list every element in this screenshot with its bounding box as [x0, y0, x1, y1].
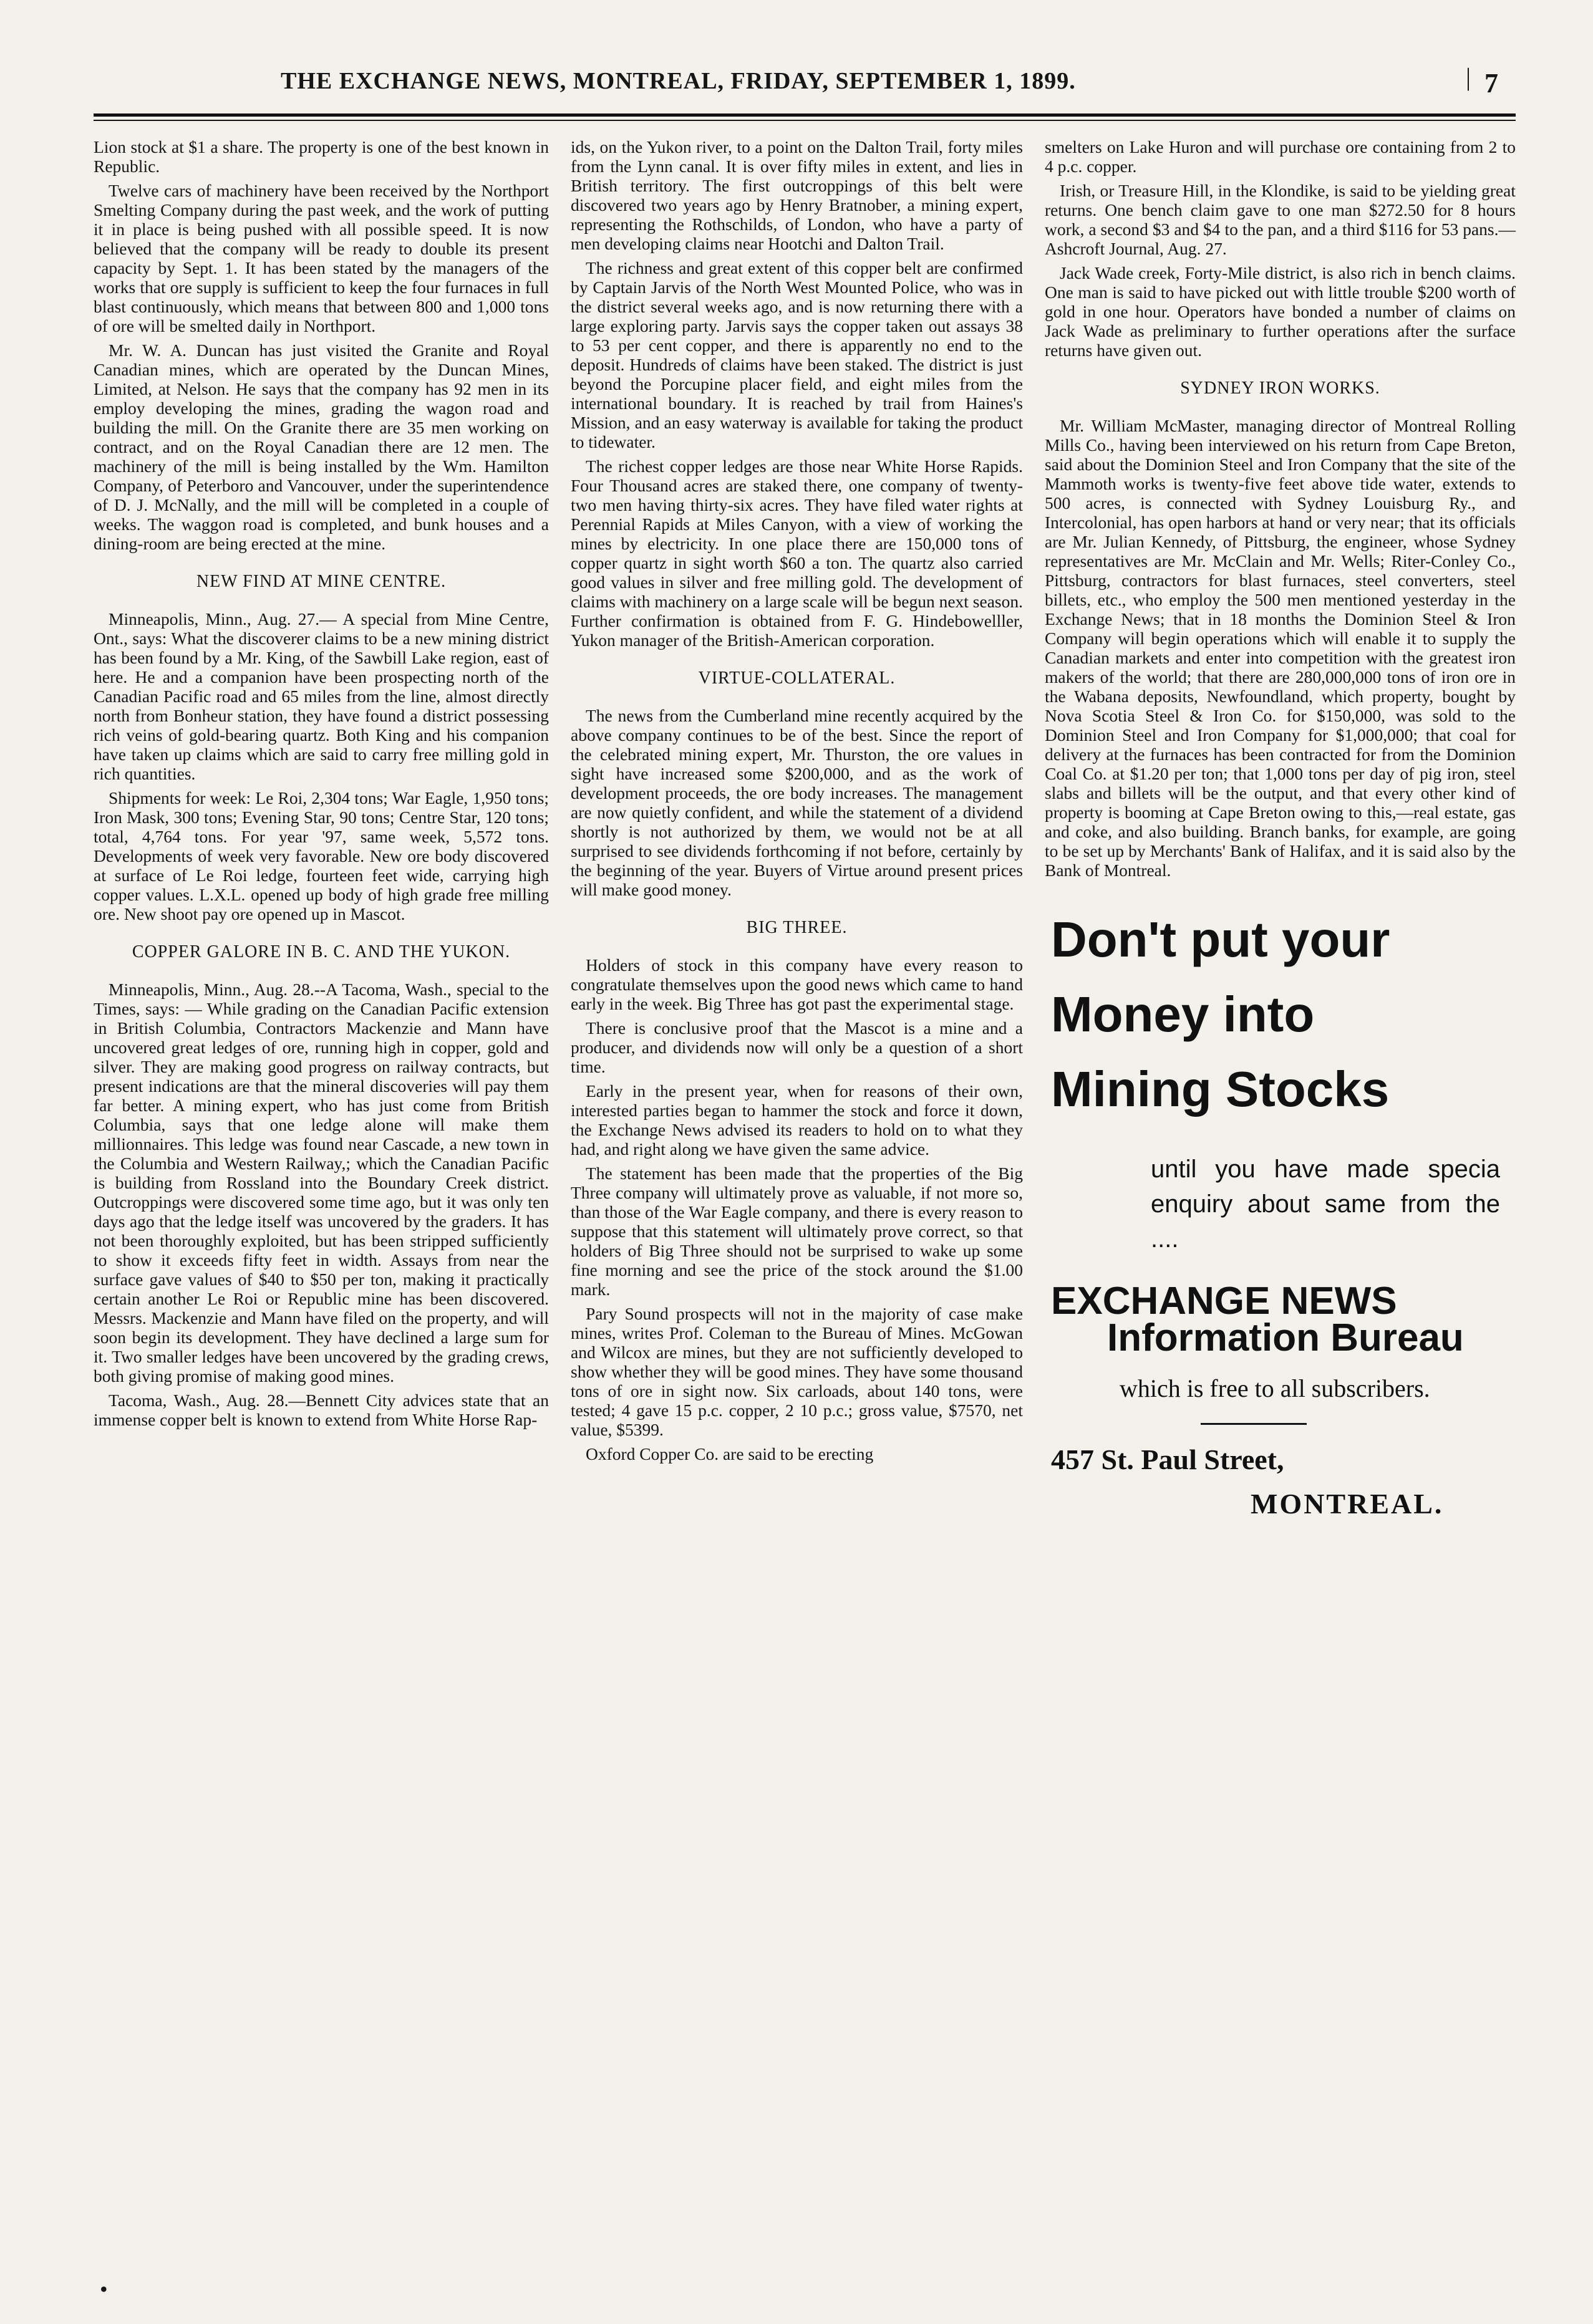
ad-information-bureau: Information Bureau: [1107, 1316, 1464, 1359]
article-paragraph: Twelve cars of machinery have been received by the Northport Smelting Company during the past week, and the work of putting it in place is being pushed with all possible speed. It is now believed that the company will be ready to double its present capacity by Sept. 1. It has been stated by the managers of the works that ore supply is sufficient to keep the four furnaces in full blast continuously, which means that between 800 and 1,000 tons of ore will be smelted daily in Northport.: [94, 181, 549, 335]
headline-new-find: NEW FIND AT MINE CENTRE.: [196, 572, 447, 591]
article-paragraph: The statement has been made that the properties of the Big Three company will ultimately prove as valuable, if not more so, than those of the War Eagle company, and there is every reason to suppose that this statement will ultimately prove correct, so that holders of Big Three should not be surprised to wake up some fine morning and see the price of the stock around the $1.00 mark.: [571, 1164, 1023, 1299]
article-paragraph: The news from the Cumberland mine recently acquired by the above company continues to be of the best. Since the report of the celebrated mining expert, Mr. Thurston, the ore values in sight have increased some $200,000, and as the work of development proceeds, the ore body increases. The management are now quietly confident, and while the statement of a dividend shortly is not authorized by them, we would not be at all surprised to see dividends forthcoming if not before, certainly by the beginning of the year. Buyers of Virtue around present prices will make good money.: [571, 706, 1023, 899]
article-paragraph: Minneapolis, Minn., Aug. 27.— A special from Mine Centre, Ont., says: What the discoverer claims to be a new mining district has been found by a Mr. King, of the Sawbill Lake region, east of here. He and a companion have been prospecting north of the Canadian Pacific road and 65 miles from the line, almost directly north from Bonheur station, they have found a district possessing rich veins of gold-bearing quartz. Both King and his companion have taken up claims which are said to carry free milling gold in rich quantities.: [94, 609, 549, 783]
article-paragraph: smelters on Lake Huron and will purchase ore containing from 2 to 4 p.c. copper.: [1045, 137, 1516, 176]
article-paragraph: Pary Sound prospects will not in the majority of case make mines, writes Prof. Coleman to the Bureau of Mines. McGowan and Wilcox are mines, but they are not sufficiently developed to show whether they will be good mines. They have some thousand tons of ore in sight now. Six carloads, about 140 tons, were tested; 4 gave 15 p.c. copper, 2 10 p.c.; gross value, $7570, net value, $5399.: [571, 1304, 1023, 1439]
ad-divider: [1201, 1423, 1307, 1425]
margin-mark: |: [1466, 63, 1471, 91]
footer-bullet: •: [100, 2277, 108, 2302]
ad-city: MONTREAL.: [1251, 1488, 1444, 1520]
masthead: [94, 62, 1516, 118]
article-paragraph: Early in the present year, when for reasons of their own, interested parties began to hammer the stock and force it down, the Exchange News advised its readers to hold on to what they had, and right along we have given the same advice.: [571, 1081, 1023, 1159]
page-number: 7: [1484, 68, 1498, 99]
newspaper-dateline: THE EXCHANGE NEWS, MONTREAL, FRIDAY, SEPTEMBER 1, 1899.: [281, 68, 1076, 94]
ad-free-note: which is free to all subscribers.: [1120, 1374, 1430, 1402]
article-paragraph: Mr. W. A. Duncan has just visited the Granite and Royal Canadian mines, which are operated by the Duncan Mines, Limited, at Nelson. He says that the company has 92 men in its employ developing the mines, grading the wagon road and building the mill. On the Granite there are 35 men working on contract, and on the Royal Canadian there are 12 men. The machinery of the mill is being installed by the Wm. Hamilton Company, of Peterboro and Vancouver, under the superintendence of D. J. McNally, and the mill will be completed in a couple of weeks. The waggon road is completed, and bunk houses and a dining-room are being erected at the mine.: [94, 340, 549, 553]
article-paragraph: Lion stock at $1 a share. The property is one of the best known in Republic.: [94, 137, 549, 176]
article-paragraph: Shipments for week: Le Roi, 2,304 tons; War Eagle, 1,950 tons; Iron Mask, 300 tons; Evening Star, 90 tons; Centre Star, 120 tons; total, 4,764 tons. For year '97, same week, 5,572 tons. Developments of week very favorable. New ore body discovered at surface of Le Roi ledge, fourteen feet wide, carrying high copper values. L.X.L. opened up body of high grade free milling ore. New shoot pay ore opened up in Mascot.: [94, 788, 549, 923]
column-2: [571, 137, 1023, 1468]
article-paragraph: Holders of stock in this company have every reason to congratulate themselves upon the good news which came to hand early in the week. Big Three has got past the experimental stage.: [571, 955, 1023, 1013]
ad-subtext: until you have made specia enquiry about same from the ....: [1151, 1155, 1500, 1253]
headline-copper-galore: COPPER GALORE IN B. C. AND THE YUKON.: [132, 942, 511, 962]
article-paragraph: There is conclusive proof that the Mascot is a mine and a producer, and dividends now will only be a question of a short time.: [571, 1018, 1023, 1076]
column-3: [1045, 137, 1516, 1520]
article-paragraph: Oxford Copper Co. are said to be erecting: [586, 1444, 874, 1463]
ad-street-address: 457 St. Paul Street,: [1051, 1444, 1284, 1475]
advertisement: [1045, 902, 1516, 1520]
article-paragraph: Tacoma, Wash., Aug. 28.—Bennett City advices state that an immense copper belt is known to extend from White Horse Rap-: [94, 1391, 549, 1429]
ad-headline-line-1: Don't put your: [1051, 912, 1390, 967]
article-paragraph: ids, on the Yukon river, to a point on the Dalton Trail, forty miles from the Lynn canal. It is over fifty miles in extent, and lies in British territory. The first outcroppings of this belt were discovered two years ago by Henry Bratnober, a mining expert, representing the Rothschilds, of London, who have a party of men developing claims near Hootchi and Dalton Trail.: [571, 137, 1023, 253]
header-rule-thin: [94, 120, 1516, 121]
article-paragraph: Mr. William McMaster, managing director of Montreal Rolling Mills Co., having been interviewed on his return from Cape Breton, said about the Dominion Steel and Iron Company that the site of the Mammoth works is twenty-five feet above tide water, extends to 500 acres, is connected with Sydney Louisburg Ry., and Intercolonial, has open harbors at hand or very near; that its officials are Mr. Julian Kennedy, of Pittsburg, the engineer, whose Sydney representatives are Mr. McClain and Mr. Wells; Riter-Conley Co., Pittsburg, contractors for blast furnaces, steel converters, steel billets, etc., who employ the 500 men mentioned yesterday in the Exchange News; that in 18 months the Dominion Steel & Iron Company will begin operations which will enable it to supply the Canadian markets and enter into competition with the greatest iron makers of the world; that there are 280,000,000 tons of iron ore in the Wabana deposits, Newfoundland, which property, bought by Nova Scotia Steel & Iron Co. for $150,000, was sold to the Dominion Steel and Iron Company for $1,000,000; that coal for delivery at the furnaces has been contracted for from the Dominion Coal Co. at $1.20 per ton; that 1,000 tons per day of pig iron, steel slabs and billets will be the output, and that every other kind of property is booming at Cape Breton owing to this,—real estate, gas and coke, and also building. Branch banks, for example, are going to be set up by Merchants' Bank of Halifax, and it is said also by the Bank of Montreal.: [1045, 416, 1516, 880]
headline-virtue-collateral: VIRTUE-COLLATERAL.: [698, 668, 896, 688]
article-paragraph: The richness and great extent of this copper belt are confirmed by Captain Jarvis of the North West Mounted Police, who was in the district several weeks ago, and is now returning there with a large exploring party. Jarvis says the copper taken out assays 38 to 53 per cent copper, and there is apparently no end to the deposit. Hundreds of claims have been staked. The district is just beyond the Porcupine placer field, and eight miles from the international boundary. It is reached by trail from Haines's Mission, and an easy waterway is available for taking the product to tidewater.: [571, 258, 1023, 451]
headline-sydney-iron-works: SYDNEY IRON WORKS.: [1180, 378, 1380, 398]
ad-headline-line-2: Money into: [1051, 986, 1315, 1042]
article-paragraph: Minneapolis, Minn., Aug. 28.--A Tacoma, Wash., special to the Times, says: — While grading on the Canadian Pacific extension in British Columbia, Contractors Mackenzie and Mann have uncovered great ledges of ore, running high in copper, gold and silver. They are making good progress on railway contracts, but present indications are that the mineral discoveries will pay them far better. A mining expert, who has just come from British Columbia, says that one ledge alone will make them millionnaires. This ledge was found near Cascade, a new town in the Columbia and Western Railway,; which the Canadian Pacific is building from Rossland into the Boundary Creek district. Outcroppings were discovered some time ago, but it was only ten days ago that the ledge itself was uncovered by the graders. It has not been thoroughly exploited, but has been stripped sufficiently to show it exceeds fifty feet in width. Assays from near the surface gave values of $40 to $50 per ton, making it practically certain another Le Roi or Republic mine has been discovered. Messrs. Mackenzie and Mann have filed on the property, and will soon begin its development. They have declined a large sum for it. Two smaller ledges have been uncovered by the grading crews, both giving promise of making good mines.: [94, 980, 549, 1386]
article-paragraph: Irish, or Treasure Hill, in the Klondike, is said to be yielding great returns. One bench claim gave to one man $272.50 for 8 hours work, a second $3 and $4 to the pan, and a third $116 for 53 pans.—Ashcroft Journal, Aug. 27.: [1045, 181, 1516, 258]
article-paragraph: Jack Wade creek, Forty-Mile district, is also rich in bench claims. One man is said to have picked out with little trouble $200 worth of gold in one hour. Operators have bonded a number of claims on Jack Wade as preliminary to further operations after the surface returns have given out.: [1045, 263, 1516, 360]
column-1: [94, 137, 549, 1434]
headline-big-three: BIG THREE.: [746, 918, 848, 937]
header-rule-thick: [94, 113, 1516, 117]
ad-exchange-news: EXCHANGE NEWS: [1051, 1280, 1397, 1323]
article-paragraph: The richest copper ledges are those near White Horse Rapids. Four Thousand acres are staked there, one company of twenty-two men having thirty-six acres. They have filed water rights at Perennial Rapids at Miles Canyon, with a view of working the mines by electricity. In one place there are 150,000 tons of copper quartz in sight worth $60 a ton. The quartz also carried good values in silver and free milling gold. The development of claims with machinery on a large scale will be begun next season. Further confirmation is obtained from F. G. Hindebowelller, Yukon manager of the British-American corporation.: [571, 456, 1023, 650]
ad-headline-line-3: Mining Stocks: [1051, 1061, 1390, 1117]
